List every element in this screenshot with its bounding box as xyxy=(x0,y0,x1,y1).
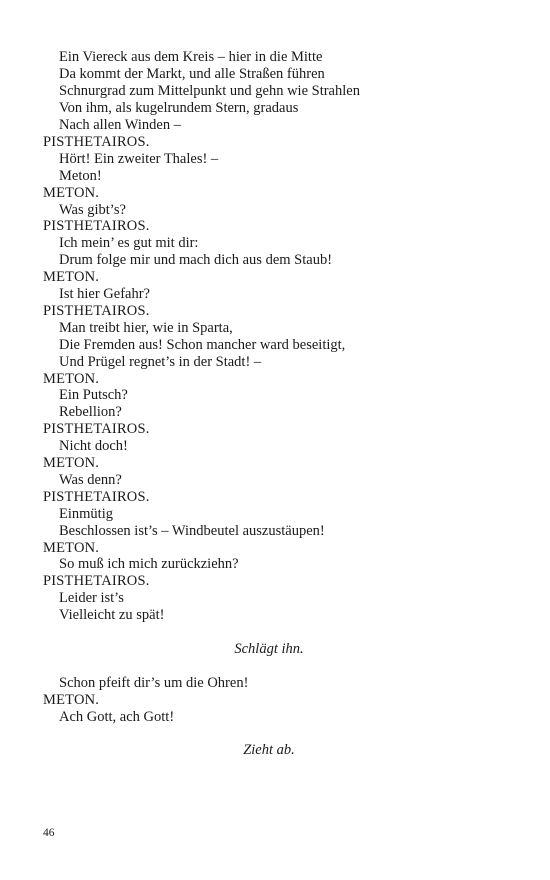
speaker-name: PISTHETAIROS. xyxy=(43,218,150,234)
verse-line: Schnurgrad zum Mittelpunkt und gehn wie Strahlen xyxy=(59,83,360,99)
speaker-name: METON. xyxy=(43,269,100,285)
verse-line: So muß ich mich zurückziehn? xyxy=(59,556,239,572)
verse-line: Man treibt hier, wie in Sparta, xyxy=(59,320,233,336)
verse-line: Ich mein’ es gut mit dir: xyxy=(59,235,199,251)
verse-line: Da kommt der Markt, und alle Straßen führen xyxy=(59,66,325,82)
verse-line: Was gibt’s? xyxy=(59,202,126,218)
verse-line: Hört! Ein zweiter Thales! – xyxy=(59,151,219,167)
speaker-name: METON. xyxy=(43,455,100,471)
verse-line: Einmütig xyxy=(59,506,113,522)
speaker-name: METON. xyxy=(43,371,100,387)
verse-line: Ach Gott, ach Gott! xyxy=(59,709,175,725)
verse-line: Meton! xyxy=(59,168,102,184)
stage-direction: Schlägt ihn. xyxy=(234,641,304,657)
verse-line: Die Fremden aus! Schon mancher ward beseitigt, xyxy=(59,337,346,353)
verse-line: Ist hier Gefahr? xyxy=(59,286,150,302)
verse-line: Leider ist’s xyxy=(59,590,124,606)
speaker-name: PISTHETAIROS. xyxy=(43,134,150,150)
speaker-name: PISTHETAIROS. xyxy=(43,421,150,437)
verse-line: Ein Viereck aus dem Kreis – hier in die Mitte xyxy=(59,49,323,65)
verse-line: Nicht doch! xyxy=(59,438,128,454)
verse-line: Und Prügel regnet’s in der Stadt! – xyxy=(59,354,262,370)
speaker-name: METON. xyxy=(43,185,100,201)
verse-line: Ein Putsch? xyxy=(59,387,128,403)
verse-line: Von ihm, als kugelrundem Stern, gradaus xyxy=(59,100,299,116)
speaker-name: PISTHETAIROS. xyxy=(43,573,150,589)
verse-line: Beschlossen ist’s – Windbeutel auszustäupen! xyxy=(59,523,325,539)
page-number: 46 xyxy=(43,827,55,839)
verse-line: Nach allen Winden – xyxy=(59,117,181,133)
verse-line: Rebellion? xyxy=(59,404,122,420)
verse-line: Drum folge mir und mach dich aus dem Staub! xyxy=(59,252,333,268)
verse-line: Schon pfeift dir’s um die Ohren! xyxy=(59,675,249,691)
stage-direction: Zieht ab. xyxy=(243,742,295,758)
speaker-name: PISTHETAIROS. xyxy=(43,303,150,319)
speaker-name: PISTHETAIROS. xyxy=(43,489,150,505)
speaker-name: METON. xyxy=(43,692,100,708)
verse-line: Was denn? xyxy=(59,472,122,488)
speaker-name: METON. xyxy=(43,540,100,556)
verse-line: Vielleicht zu spät! xyxy=(59,607,165,623)
